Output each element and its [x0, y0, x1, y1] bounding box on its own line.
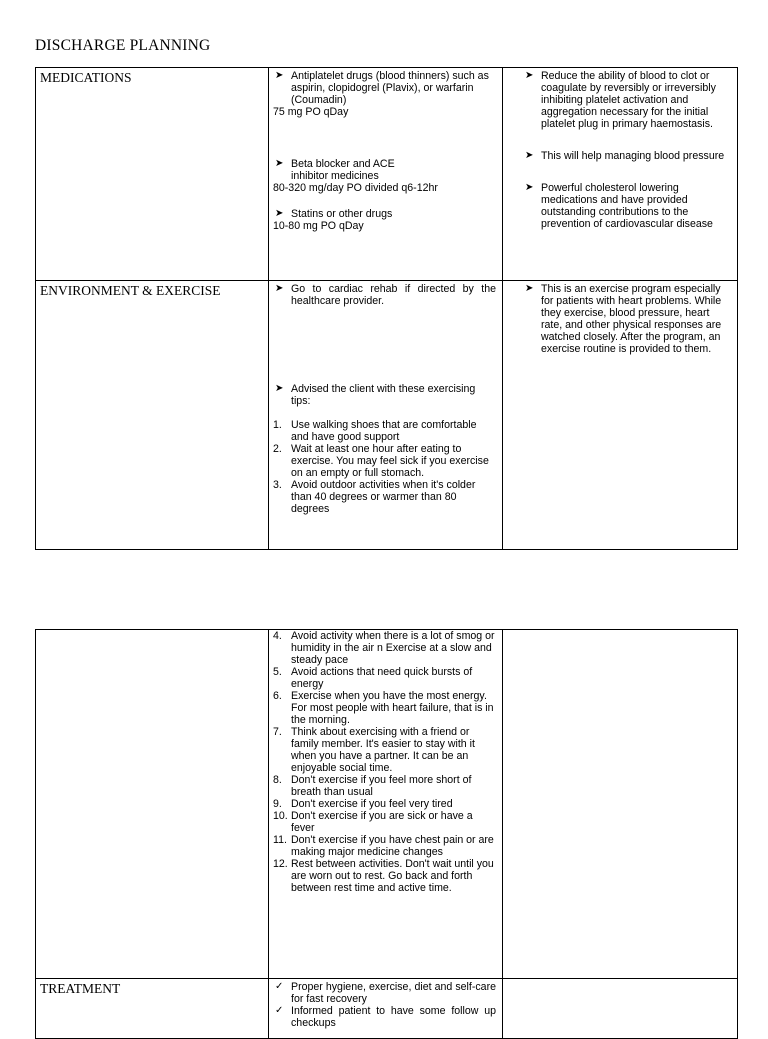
list-item: 2. Wait at least one hour after eating to exercise. You may feel sick if you exercise on an empty or full stomach. [273, 443, 489, 479]
environment-header: ENVIRONMENT & EXERCISE [40, 283, 221, 298]
exercise-tips-list [273, 419, 496, 515]
arrow-bullet-icon: ➤ [275, 383, 284, 394]
list-item: 9. Don't exercise if you feel very tired [273, 798, 453, 810]
treatment-item: ✓ Informed patient to have some follow up checkups [275, 1005, 496, 1029]
treatment-row [36, 979, 738, 1039]
list-item: 3. Avoid outdoor activities when it's colder than 40 degrees or warmer than 80 degrees [273, 479, 476, 515]
medication-rationale: ➤ Powerful cholesterol lowering medications and have provided outstanding contributions to the prevention of cardiovascular disease [525, 182, 713, 230]
medication-item: ➤ Antiplatelet drugs (blood thinners) such as aspirin, clopidogrel (Plavix), or warfarin (Coumadin) 75 mg PO qDay [291, 70, 496, 118]
environment-rationale: ➤ This is an exercise program especially for patients with heart problems. While they exercise, blood pressure, heart rate, and other physical responses are watched closely. After the program, an exercise routine is provided to them. [525, 283, 722, 355]
arrow-bullet-icon: ➤ [525, 70, 534, 81]
list-item: 5. Avoid actions that need quick bursts of energy [273, 666, 473, 690]
treatment-header: TREATMENT [40, 981, 121, 996]
list-item: 11. Don't exercise if you have chest pain or are making major medicine changes [273, 834, 494, 858]
medication-rationale: ➤ Reduce the ability of blood to clot or coagulate by reversibly or irreversibly inhibiting platelet activation and aggregation necessary for the initial platelet plug in primary haemostasis. [525, 70, 716, 130]
list-item: 6. Exercise when you have the most energy. For most people with heart failure, that is in the morning. [273, 690, 494, 726]
environment-row [36, 281, 738, 550]
arrow-bullet-icon: ➤ [525, 283, 534, 294]
checkmark-icon: ✓ [275, 1005, 284, 1016]
arrow-bullet-icon: ➤ [275, 70, 284, 81]
discharge-table-1 [35, 67, 738, 550]
checkmark-icon: ✓ [275, 981, 284, 992]
arrow-bullet-icon: ➤ [275, 208, 284, 219]
medication-dose: 80-320 mg/day PO divided q6-12hr [273, 182, 438, 194]
environment-intervention: ➤ Advised the client with these exercising tips: [275, 383, 476, 407]
environment-intervention: ➤ Go to cardiac rehab if directed by the healthcare provider. [275, 283, 496, 307]
arrow-bullet-icon: ➤ [525, 150, 534, 161]
treatment-item: ✓ Proper hygiene, exercise, diet and self-care for fast recovery [275, 981, 496, 1005]
medication-rationale: ➤ This will help managing blood pressure [525, 150, 725, 162]
list-item: 7. Think about exercising with a friend or family member. It's easier to stay with it when you have a partner. It can be an enjoyable social time. [273, 726, 475, 774]
arrow-bullet-icon: ➤ [525, 182, 534, 193]
medication-item: ➤ Statins or other drugs 10-80 mg PO qDay [291, 208, 496, 232]
list-item: 12. Rest between activities. Don't wait until you are worn out to rest. Go back and forth between rest time and active time. [273, 858, 494, 894]
medication-dose: 75 mg PO qDay [273, 106, 349, 118]
continued-tips-row [36, 630, 738, 979]
medications-header: MEDICATIONS [40, 70, 132, 85]
list-item: 8. Don't exercise if you feel more short of breath than usual [273, 774, 472, 798]
medication-dose: 10-80 mg PO qDay [273, 220, 364, 232]
discharge-table-2 [35, 629, 738, 1039]
page-title: DISCHARGE PLANNING [35, 37, 211, 54]
list-item: 4. Avoid activity when there is a lot of smog or humidity in the air n Exercise at a slow and steady pace [273, 630, 495, 666]
list-item: 1. Use walking shoes that are comfortable and have good support [273, 419, 477, 443]
medication-item: ➤ Beta blocker and ACE inhibitor medicines 80-320 mg/day PO divided q6-12hr [291, 158, 496, 194]
continued-tips-list [269, 630, 502, 894]
arrow-bullet-icon: ➤ [275, 283, 284, 294]
list-item: 10. Don't exercise if you are sick or have a fever [273, 810, 473, 834]
arrow-bullet-icon: ➤ [275, 158, 284, 169]
medications-row [36, 68, 738, 281]
